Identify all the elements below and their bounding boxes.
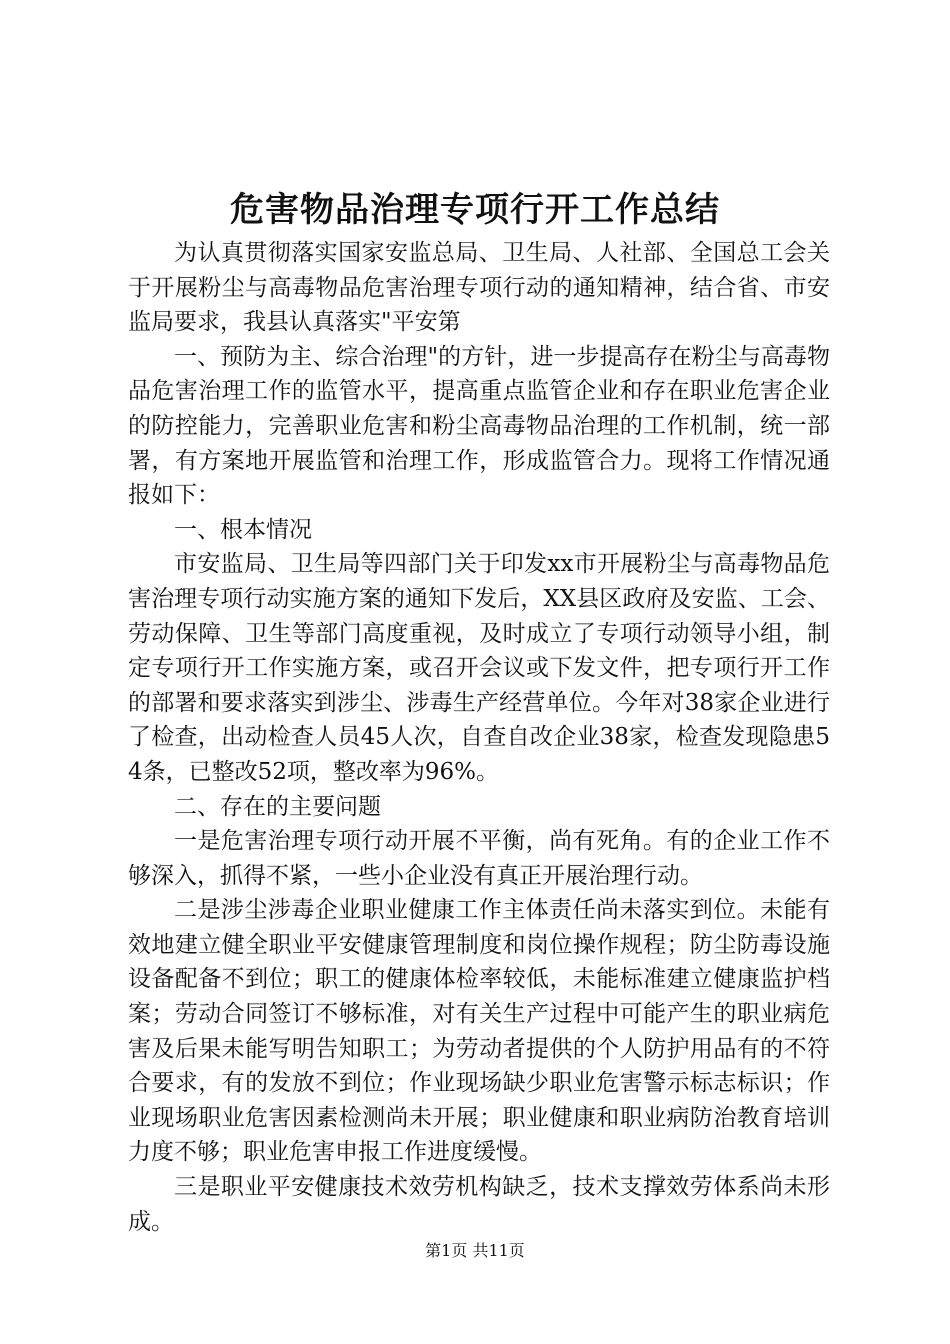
paragraph-basic-situation: 市安监局、卫生局等四部门关于印发xx市开展粉尘与高毒物品危害治理专项行动实施方案的通知下发后，XX县区政府及安监、工会、劳动保障、卫生等部门高度重视，及时成立了专项行动领导小组，制定专项行开工作实施方案，或召开会议或下发文件，把专项行开工作的部署和要求落实到涉尘、涉毒生产经营单位。今年对38家企业进行了检查，出动检查人员45人次，自查自改企业38家，检查发现隐患54条，已整改52项，整改率为96%。 bbox=[128, 551, 830, 785]
page-number-footer: 第1页 共11页 bbox=[425, 1241, 525, 1260]
paragraph-problem-three: 三是职业平安健康技术效劳机构缺乏，技术支撑效劳体系尚未形成。 bbox=[128, 1174, 830, 1235]
document-body bbox=[128, 236, 830, 1239]
paragraph-problem-two: 二是涉尘涉毒企业职业健康工作主体责任尚未落实到位。未能有效地建立健全职业平安健康管理制度和岗位操作规程；防尘防毒设施设备配备不到位；职工的健康体检率较低，未能标准建立健康监护档案；劳动合同签订不够标准，对有关生产过程中可能产生的职业病危害及后果未能写明告知职工；为劳动者提供的个人防护用品有的不符合要求，有的发放不到位；作业现场缺少职业危害警示标志标识；作业现场职业危害因素检测尚未开展；职业健康和职业病防治教育培训力度不够；职业危害申报工作进度缓慢。 bbox=[128, 897, 830, 1166]
paragraph-policy: 一、预防为主、综合治理"的方针，进一步提高存在粉尘与高毒物品危害治理工作的监管水平，提高重点监管企业和存在职业危害企业的防控能力，完善职业危害和粉尘高毒物品治理的工作机制，统一部署，有方案地开展监管和治理工作，形成监管合力。现将工作情况通报如下： bbox=[128, 343, 830, 509]
section-heading-basic-situation: 一、根本情况 bbox=[174, 516, 312, 543]
document-title: 危害物品治理专项行开工作总结 bbox=[230, 190, 720, 230]
section-heading-main-problems: 二、存在的主要问题 bbox=[174, 793, 381, 820]
paragraph-intro: 为认真贯彻落实国家安监总局、卫生局、人社部、全国总工会关于开展粉尘与高毒物品危害治理专项行动的通知精神，结合省、市安监局要求，我县认真落实"平安第 bbox=[128, 240, 830, 336]
paragraph-problem-one: 一是危害治理专项行动开展不平衡，尚有死角。有的企业工作不够深入，抓得不紧，一些小企业没有真正开展治理行动。 bbox=[128, 828, 830, 889]
